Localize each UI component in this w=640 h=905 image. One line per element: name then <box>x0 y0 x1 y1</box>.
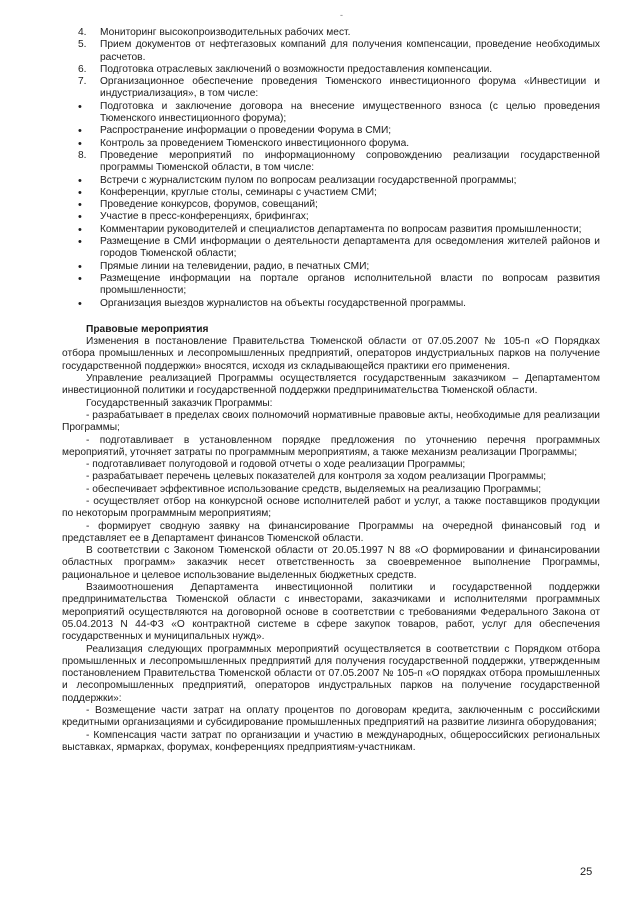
paragraph: - разрабатывает перечень целевых показателей для контроля за ходом реализации Программы; <box>86 471 547 483</box>
page-number: 25 <box>580 866 593 878</box>
legal-section-body <box>62 336 600 754</box>
bullet-item <box>62 125 600 137</box>
paragraph: Взаимоотношения Департамента инвестиционной политики и государственной поддержки предпринимательства Тюменской области с инвесторами, заказчиками и исполнителями программных мероприятий осуществляются на договорной основе в соответствии с требованиями Федерального Закона от 05.04.2013 N 44-ФЗ «О контрактной системе в сфере закупок товаров, работ, услуг для обеспечения государственных и муниципальных нужд». <box>62 582 600 643</box>
paragraph: - формирует сводную заявку на финансирование Программы на очередной финансовый год и представляет ее в Департамент финансов Тюменской области. <box>62 520 600 544</box>
bullet-item <box>62 187 600 199</box>
paragraph: - Возмещение части затрат на оплату процентов по договорам кредита, заключенным с российскими кредитными организациями и субсидирование промышленных предприятий на развитие лизинга оборудования; <box>62 705 600 729</box>
bullet-icon: • <box>78 174 82 187</box>
paragraph: - подготавливает полугодовой и годовой отчеты о ходе реализации Программы; <box>86 459 466 471</box>
bullet-icon: • <box>78 137 82 150</box>
section-heading: Правовые мероприятия <box>86 323 209 335</box>
bullet-item <box>62 224 600 236</box>
bullet-icon: • <box>78 186 82 199</box>
bullet-item <box>62 199 600 211</box>
bullet-icon: • <box>78 223 82 236</box>
bullet-item <box>62 273 600 298</box>
paragraph: - осуществляет отбор на конкурсной основе исполнителей работ и услуг, а также поставщиков продукции по некоторым программным мероприятиям; <box>62 495 600 520</box>
bullet-icon: • <box>78 100 82 113</box>
paragraph: Изменения в постановление Правительства Тюменской области от 07.05.2007 № 105-п «О Порядках отбора промышленных и лесопромышленных предприятий, операторов индустриальных парков на получение государственной поддержки» вносятся, исходя из складывающейся практики его применения. <box>62 336 600 372</box>
bullet-item <box>62 236 600 261</box>
bullet-item <box>62 175 600 187</box>
document-page <box>62 27 600 754</box>
bullet-item <box>62 261 600 273</box>
paragraph: - обеспечивает эффективное использование средств, выделяемых на реализацию Программы; <box>86 483 542 495</box>
list-marker: 6. <box>78 63 87 75</box>
paragraph: В соответствии с Законом Тюменской области от 20.05.1997 N 88 «О формировании и финансировании областных программ» заказчик несет ответственность за своевременное выполнение Программы, рациональное и целевое использование выделенных бюджетных средств. <box>62 545 600 581</box>
bullet-item-text: Подготовка и заключение договора на внесение имущественного взноса (с целью проведения Тюменского инвестиционного форума); <box>100 100 600 125</box>
bullet-icon: • <box>78 272 82 285</box>
bullet-item-text: Прямые линии на телевидении, радио, в печатных СМИ; <box>100 260 370 272</box>
list-item-text: Организационное обеспечение проведения Тюменского инвестиционного форума «Инвестиции и индустриализация», в том числе: <box>100 76 600 100</box>
paragraph: - Компенсация части затрат по организации и участию в международных, общероссийских региональных выставках, ярмарках, форумах, конференциях предприятиям-участникам. <box>62 729 600 753</box>
list-item <box>62 39 600 64</box>
bullet-item <box>62 138 600 150</box>
paragraph: - подготавливает в установленном порядке предложения по уточнению перечня программных мероприятий, уточняет затраты по программным мероприятиям, а также механизм реализации Программы; <box>62 434 600 458</box>
bullet-icon: • <box>78 236 82 249</box>
list-item <box>62 76 600 101</box>
bullet-item-text: Размещение в СМИ информации о деятельности департамента для осведомления жителей районов и городов Тюменской области; <box>100 236 600 260</box>
bullet-icon: • <box>78 199 82 212</box>
bullet-item-text: Комментарии руководителей и специалистов департамента по вопросам развития промышленности; <box>100 223 582 235</box>
bullet-item-text: Контроль за проведением Тюменского инвестиционного форума. <box>100 137 410 149</box>
list-item-text: Проведение мероприятий по информационному сопровождению реализации государственной программы Тюменской области, в том числе: <box>100 149 600 174</box>
list-marker: 7. <box>78 76 87 88</box>
bullet-item <box>62 298 600 310</box>
bullet-item <box>62 101 600 126</box>
bullet-item-text: Участие в пресс-конференциях, брифингах; <box>100 211 309 223</box>
paragraph: - разрабатывает в пределах своих полномочий нормативные правовые акты, необходимые для реализации Программы; <box>62 409 600 434</box>
bullet-item-text: Организация выездов журналистов на объекты государственной программы. <box>100 297 467 309</box>
list-item-text: Прием документов от нефтегазовых компаний для получения компенсации, проведение необходимых расчетов. <box>100 39 600 63</box>
list-item-text: Мониторинг высокопроизводительных рабочих мест. <box>100 27 351 38</box>
bullet-icon: • <box>78 260 82 273</box>
bullet-item-text: Размещение информации на портале органов исполнительной власти по вопросам развития промышленности; <box>100 272 600 297</box>
bullet-icon: • <box>78 297 82 310</box>
list-item <box>62 64 600 76</box>
numbered-list <box>62 27 600 310</box>
list-marker: 8. <box>78 149 87 161</box>
bullet-item <box>62 211 600 223</box>
list-marker: 4. <box>78 27 87 38</box>
bullet-icon: • <box>78 211 82 224</box>
paragraph: Реализация следующих программных мероприятий осуществляется в соответствии с Порядком отбора промышленных и лесопромышленных предприятий для получения государственной поддержки, утвержденным постановлением Правительства Тюменской области от 07.05.2007 № 105-п «О порядках отбора промышленных и лесопромышленных предприятий, операторов индустральных парков на получение государственной поддержки»: <box>62 643 600 704</box>
paragraph: Управление реализацией Программы осуществляется государственным заказчиком – Департаментом инвестиционной политики и государственной поддержки предпринимательства Тюменской области. <box>62 373 600 397</box>
list-marker: 5. <box>78 39 87 51</box>
paragraph: Государственный заказчик Программы: <box>86 397 273 409</box>
bullet-item-text: Конференции, круглые столы, семинары с участием СМИ; <box>100 186 377 198</box>
list-item-text: Подготовка отраслевых заключений о возможности предоставления компенсации. <box>100 63 493 75</box>
bullet-item-text: Проведение конкурсов, форумов, совещаний; <box>100 199 318 211</box>
top-mark: - <box>340 10 343 20</box>
list-item <box>62 27 600 39</box>
bullet-item-text: Распространение информации о проведении Форума в СМИ; <box>100 125 392 137</box>
bullet-item-text: Встречи с журналистским пулом по вопросам реализации государственной программы; <box>100 174 517 186</box>
bullet-icon: • <box>78 125 82 138</box>
list-item <box>62 150 600 175</box>
